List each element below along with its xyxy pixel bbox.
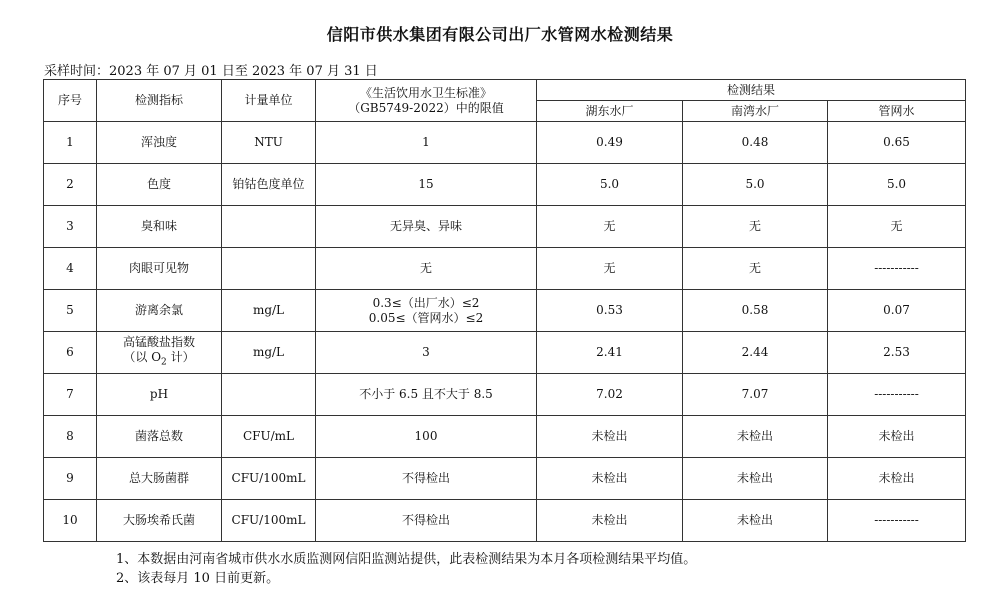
row-indicator-line1: 高锰酸盐指数 — [122, 334, 195, 349]
table-row — [44, 416, 966, 458]
row-indicator: 菌落总数 — [97, 416, 222, 458]
row-value-hudong: 未检出 — [537, 500, 683, 542]
header-limit — [316, 80, 537, 122]
row-value-network: 0.65 — [828, 122, 966, 164]
row-limit: 无 — [316, 248, 537, 290]
row-value-network: 5.0 — [828, 164, 966, 206]
row-limit: 不小于 6.5 且不大于 8.5 — [316, 374, 537, 416]
row-value-network: 未检出 — [828, 458, 966, 500]
row-value-hudong: 5.0 — [537, 164, 683, 206]
header-results: 检测结果 — [537, 80, 966, 101]
table-row — [44, 206, 966, 248]
row-value-hudong: 未检出 — [537, 416, 683, 458]
row-value-nanwan: 无 — [683, 248, 828, 290]
row-no: 4 — [44, 248, 97, 290]
row-value-network: 0.07 — [828, 290, 966, 332]
row-indicator-line2: （以 $O_2$ 计） — [123, 349, 195, 368]
row-value-hudong: 0.53 — [537, 290, 683, 332]
row-limit: 15 — [316, 164, 537, 206]
row-limit-line1: 0.3≤（出厂水）≤2 — [372, 295, 480, 310]
row-value-hudong: 7.02 — [537, 374, 683, 416]
row-indicator: pH — [97, 374, 222, 416]
row-no: 8 — [44, 416, 97, 458]
row-unit: mg/L — [222, 332, 316, 374]
row-value-nanwan: 7.07 — [683, 374, 828, 416]
row-indicator: 大肠埃希氏菌 — [97, 500, 222, 542]
row-unit: mg/L — [222, 290, 316, 332]
table-row — [44, 248, 966, 290]
table-row — [44, 500, 966, 542]
row-limit: 1 — [316, 122, 537, 164]
row-value-nanwan: 未检出 — [683, 458, 828, 500]
row-limit: 3 — [316, 332, 537, 374]
table-row — [44, 122, 966, 164]
row-value-nanwan: 0.58 — [683, 290, 828, 332]
row-no: 3 — [44, 206, 97, 248]
row-unit — [222, 374, 316, 416]
row-value-nanwan: 0.48 — [683, 122, 828, 164]
row-value-hudong: 0.49 — [537, 122, 683, 164]
sampling-period: 采样时间：2023 年 07 月 01 日至 2023 年 07 月 31 日 — [44, 64, 378, 79]
row-value-network: 未检出 — [828, 416, 966, 458]
header-site-network: 管网水 — [828, 101, 966, 122]
results-table — [43, 79, 966, 542]
row-value-network: ----------- — [828, 500, 966, 542]
row-value-network: 无 — [828, 206, 966, 248]
row-value-nanwan: 未检出 — [683, 500, 828, 542]
table-row — [44, 374, 966, 416]
row-indicator: 浑浊度 — [97, 122, 222, 164]
row-indicator — [97, 332, 222, 374]
footnote: 1、本数据由河南省城市供水水质监测网信阳监测站提供，此表检测结果为本月各项检测结果平均值。 — [116, 552, 697, 567]
row-no: 9 — [44, 458, 97, 500]
row-limit-line2: 0.05≤（管网水）≤2 — [368, 310, 484, 325]
row-value-nanwan: 5.0 — [683, 164, 828, 206]
row-unit: CFU/100mL — [222, 500, 316, 542]
row-value-network: 2.53 — [828, 332, 966, 374]
table-row — [44, 332, 966, 374]
row-unit — [222, 248, 316, 290]
row-limit: 无异臭、异味 — [316, 206, 537, 248]
row-limit: 不得检出 — [316, 500, 537, 542]
row-limit — [316, 290, 537, 332]
header-limit-line2: （GB5749-2022）中的限值 — [348, 100, 504, 115]
row-indicator: 总大肠菌群 — [97, 458, 222, 500]
row-indicator: 游离余氯 — [97, 290, 222, 332]
header-no: 序号 — [44, 80, 97, 122]
row-unit: CFU/mL — [222, 416, 316, 458]
footnote: 2、该表每月 10 日前更新。 — [116, 571, 280, 586]
row-unit: NTU — [222, 122, 316, 164]
header-site-nanwan: 南湾水厂 — [683, 101, 828, 122]
table-row — [44, 164, 966, 206]
row-value-hudong: 无 — [537, 248, 683, 290]
row-limit: 100 — [316, 416, 537, 458]
header-indicator: 检测指标 — [97, 80, 222, 122]
row-value-nanwan: 2.44 — [683, 332, 828, 374]
footnotes — [116, 550, 696, 588]
row-no: 7 — [44, 374, 97, 416]
row-indicator: 色度 — [97, 164, 222, 206]
header-limit-line1: 《生活饮用水卫生标准》 — [359, 85, 492, 100]
row-value-hudong: 2.41 — [537, 332, 683, 374]
row-limit: 不得检出 — [316, 458, 537, 500]
table-row — [44, 458, 966, 500]
page-title: 信阳市供水集团有限公司出厂水管网水检测结果 — [326, 25, 674, 44]
row-unit — [222, 206, 316, 248]
header-site-hudong: 湖东水厂 — [537, 101, 683, 122]
row-no: 6 — [44, 332, 97, 374]
row-unit: 铂钴色度单位 — [222, 164, 316, 206]
row-value-nanwan: 未检出 — [683, 416, 828, 458]
row-no: 2 — [44, 164, 97, 206]
row-indicator: 肉眼可见物 — [97, 248, 222, 290]
row-unit: CFU/100mL — [222, 458, 316, 500]
row-indicator: 臭和味 — [97, 206, 222, 248]
row-no: 10 — [44, 500, 97, 542]
row-value-network: ----------- — [828, 374, 966, 416]
header-row — [44, 80, 966, 101]
row-no: 5 — [44, 290, 97, 332]
header-unit: 计量单位 — [222, 80, 316, 122]
row-value-hudong: 无 — [537, 206, 683, 248]
row-value-hudong: 未检出 — [537, 458, 683, 500]
table-row — [44, 290, 966, 332]
row-value-nanwan: 无 — [683, 206, 828, 248]
row-value-network: ----------- — [828, 248, 966, 290]
row-no: 1 — [44, 122, 97, 164]
